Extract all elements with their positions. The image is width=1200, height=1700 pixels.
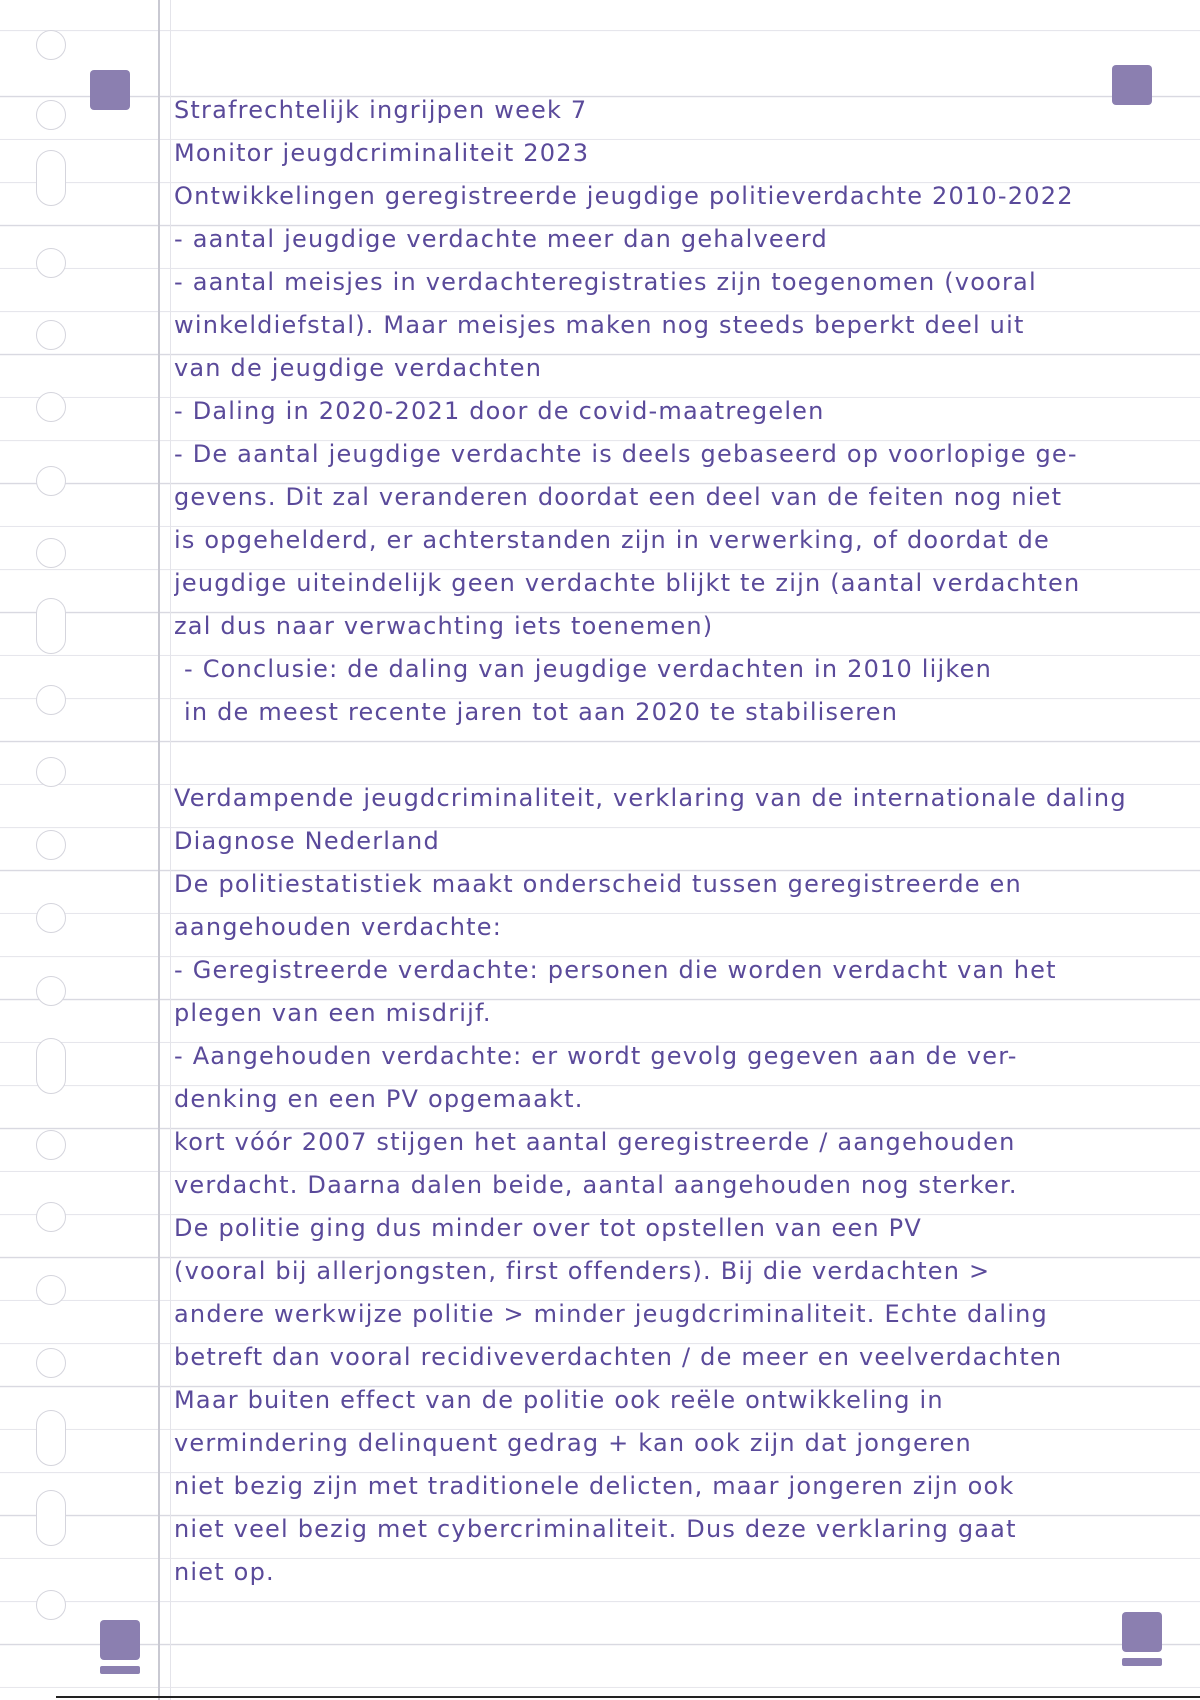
notes-line: zal dus naar verwachting iets toenemen) bbox=[174, 612, 714, 640]
binder-hole bbox=[36, 903, 66, 933]
notes-bullet: - Daling in 2020-2021 door de covid-maatregelen bbox=[174, 397, 825, 425]
binder-hole bbox=[36, 150, 66, 206]
notes-line: in de meest recente jaren tot aan 2020 te stabiliseren bbox=[184, 698, 899, 726]
notes-line: De politiestatistiek maakt onderscheid tussen geregistreerde en bbox=[174, 870, 1022, 898]
binder-hole bbox=[36, 30, 66, 60]
binder-hole bbox=[36, 538, 66, 568]
notes-line: verdacht. Daarna dalen beide, aantal aangehouden nog sterker. bbox=[174, 1171, 1018, 1199]
notes-line: niet op. bbox=[174, 1558, 275, 1586]
binder-hole bbox=[36, 1590, 66, 1620]
notes-line: van de jeugdige verdachten bbox=[174, 354, 543, 382]
notes-bullet: - aantal jeugdige verdachte meer dan gehalveerd bbox=[174, 225, 828, 253]
notes-heading: Verdampende jeugdcriminaliteit, verklaring van de internationale daling bbox=[174, 784, 1127, 812]
notes-bullet: - Aangehouden verdachte: er wordt gevolg gegeven aan de ver- bbox=[174, 1042, 1018, 1070]
binder-hole bbox=[36, 685, 66, 715]
corner-mark-top-left-icon bbox=[90, 70, 130, 110]
binder-hole bbox=[36, 248, 66, 278]
notes-line: jeugdige uiteindelijk geen verdachte blijkt te zijn (aantal verdachten bbox=[174, 569, 1081, 597]
notes-line: plegen van een misdrijf. bbox=[174, 999, 492, 1027]
bottom-rule bbox=[56, 1696, 1200, 1698]
binder-hole bbox=[36, 100, 66, 130]
binder-hole bbox=[36, 976, 66, 1006]
binder-hole bbox=[36, 1130, 66, 1160]
binder-holes bbox=[30, 20, 80, 1670]
notes-line: gevens. Dit zal veranderen doordat een deel van de feiten nog niet bbox=[174, 483, 1063, 511]
binder-hole bbox=[36, 598, 66, 654]
notes-line: betreft dan vooral recidiveverdachten / de meer en veelverdachten bbox=[174, 1343, 1063, 1371]
binder-hole bbox=[36, 1038, 66, 1094]
notes-line: De politie ging dus minder over tot opstellen van een PV bbox=[174, 1214, 922, 1242]
binder-hole bbox=[36, 757, 66, 787]
binder-hole bbox=[36, 1348, 66, 1378]
notes-line: niet bezig zijn met traditionele delicten, maar jongeren zijn ook bbox=[174, 1472, 1015, 1500]
notes-line: winkeldiefstal). Maar meisjes maken nog steeds beperkt deel uit bbox=[174, 311, 1025, 339]
notes-line: vermindering delinquent gedrag + kan ook zijn dat jongeren bbox=[174, 1429, 972, 1457]
notes-line: kort vóór 2007 stijgen het aantal geregistreerde / aangehouden bbox=[174, 1128, 1016, 1156]
binder-hole bbox=[36, 1275, 66, 1305]
notes-bullet: - aantal meisjes in verdachteregistraties zijn toegenomen (vooral bbox=[174, 268, 1037, 296]
notes-line: andere werkwijze politie > minder jeugdcriminaliteit. Echte daling bbox=[174, 1300, 1048, 1328]
binder-hole bbox=[36, 1410, 66, 1466]
binder-hole bbox=[36, 830, 66, 860]
notes-bullet: - De aantal jeugdige verdachte is deels gebaseerd op voorlopige ge- bbox=[174, 440, 1078, 468]
corner-mark-bottom-right-icon bbox=[1122, 1612, 1162, 1652]
notes-line: Maar buiten effect van de politie ook reële ontwikkeling in bbox=[174, 1386, 944, 1414]
notes-line: is opgehelderd, er achterstanden zijn in verwerking, of doordat de bbox=[174, 526, 1051, 554]
binder-hole bbox=[36, 1490, 66, 1546]
margin-line bbox=[158, 0, 160, 1700]
notes-section-verdampende bbox=[174, 777, 1184, 1594]
corner-mark-bar bbox=[100, 1666, 140, 1674]
binder-hole bbox=[36, 320, 66, 350]
notes-line: Diagnose Nederland bbox=[174, 827, 440, 855]
notes-bullet: - Geregistreerde verdachte: personen die worden verdacht van het bbox=[174, 956, 1057, 984]
binder-hole bbox=[36, 1202, 66, 1232]
corner-mark-bottom-left-icon bbox=[100, 1620, 140, 1660]
notes-line: niet veel bezig met cybercriminaliteit. Dus deze verklaring gaat bbox=[174, 1515, 1017, 1543]
notes-title: Strafrechtelijk ingrijpen week 7 bbox=[174, 96, 588, 124]
notes-line: aangehouden verdachte: bbox=[174, 913, 502, 941]
notes-line: (vooral bij allerjongsten, first offenders). Bij die verdachten > bbox=[174, 1257, 991, 1285]
notes-bullet: - Conclusie: de daling van jeugdige verdachten in 2010 lijken bbox=[184, 655, 993, 683]
notes-line: Ontwikkelingen geregistreerde jeugdige politieverdachte 2010-2022 bbox=[174, 182, 1074, 210]
notes-section-monitor bbox=[174, 89, 1184, 734]
corner-mark-bar bbox=[1122, 1658, 1162, 1666]
margin-line-inner bbox=[170, 0, 171, 1700]
binder-hole bbox=[36, 466, 66, 496]
binder-hole bbox=[36, 392, 66, 422]
notes-line: denking en een PV opgemaakt. bbox=[174, 1085, 584, 1113]
notes-line: Monitor jeugdcriminaliteit 2023 bbox=[174, 139, 590, 167]
